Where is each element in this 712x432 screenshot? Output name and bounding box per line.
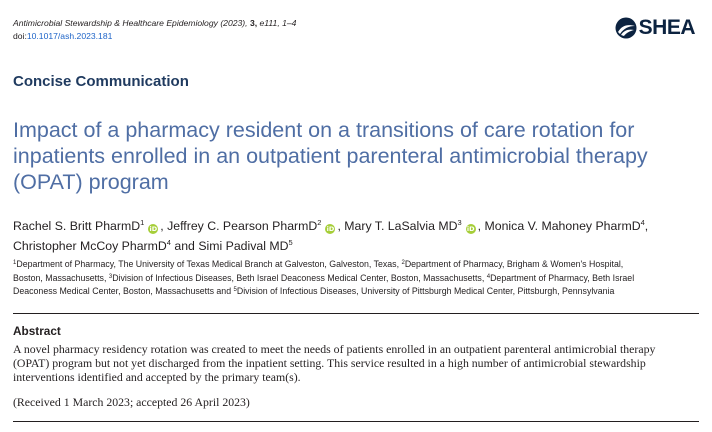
author-line-2: [13, 236, 703, 256]
affil-text: Department of Pharmacy, Beth Israel: [490, 272, 635, 283]
journal-citation: [13, 18, 296, 28]
journal-name: Antimicrobial Stewardship & Healthcare Epidemiology: [13, 18, 218, 28]
author-name: Simi Padival MD: [198, 239, 289, 253]
doi-prefix: doi:: [13, 31, 27, 41]
abstract-line: (OPAT) program but not yet discharged from the inpatient setting. This service resulted in a high number of antimicrobial stewardship: [13, 356, 646, 371]
journal-year: (2023),: [220, 18, 248, 28]
title-line-3: (OPAT) program: [13, 170, 169, 194]
author-affil-sup: 5: [288, 238, 293, 247]
abstract-line: A novel pharmacy residency rotation was created to meet the needs of patients enrolled in an outpatient parenteral antimicrobial therapy: [13, 342, 656, 356]
author-line-1: [13, 216, 703, 236]
author-affil-sup: 2: [317, 218, 322, 227]
article-title: [13, 117, 703, 195]
affiliation-line-1: [13, 258, 703, 272]
author-name: Christopher McCoy PharmD: [13, 239, 167, 253]
shea-logo-text: SHEA: [638, 16, 695, 39]
affil-sup: 3: [108, 273, 113, 280]
affil-sup: 1: [13, 260, 17, 266]
shea-logo: [615, 16, 695, 40]
affil-text: Department of Pharmacy, Brigham & Women's Hospital,: [404, 259, 624, 269]
divider-top: [13, 313, 699, 314]
title-line-1: Impact of a pharmacy resident on a transitions of care rotation for: [13, 118, 635, 142]
affil-sup: 4: [486, 273, 491, 280]
author-list: [13, 216, 703, 256]
orcid-icon[interactable]: iD: [466, 225, 475, 233]
abstract-heading: Abstract: [13, 324, 61, 338]
journal-volume: 3,: [249, 18, 258, 28]
author-sep: ,: [477, 219, 482, 233]
author-sep: ,: [644, 219, 649, 233]
author-name: Jeffrey C. Pearson PharmD: [167, 219, 318, 233]
affiliations: [13, 258, 703, 299]
received-dates: (Received 1 March 2023; accepted 26 April 2023): [13, 395, 250, 409]
abstract-line: interventions identified and accepted by the primary team(s).: [13, 370, 301, 385]
article-type: Concise Communication: [13, 73, 189, 90]
affil-text: Boston, Massachusetts,: [13, 272, 109, 283]
affil-sup: 2: [401, 260, 405, 266]
author-sep: ,: [337, 219, 341, 233]
author-conjunction: and: [174, 239, 195, 253]
affil-text: Division of Infectious Diseases, University of Pittsburgh Medical Center, Pittsburgh, Pennsylvania: [236, 286, 615, 297]
author-name: Rachel S. Britt PharmD: [13, 219, 141, 233]
affil-text: Division of Infectious Diseases, Beth Israel Deaconess Medical Center, Boston, Massachusetts,: [112, 272, 487, 283]
divider-bottom: [13, 421, 699, 422]
affil-sup: 5: [233, 287, 237, 294]
title-line-2: inpatients enrolled in an outpatient parenteral antimicrobial therapy: [13, 144, 648, 168]
doi-line: [13, 31, 112, 41]
orcid-icon[interactable]: iD: [149, 225, 158, 233]
author-name: Mary T. LaSalvia MD: [344, 219, 458, 233]
journal-pages: e111, 1–4: [259, 18, 297, 28]
doi-link[interactable]: 10.1017/ash.2023.181: [26, 31, 113, 41]
affil-text: Department of Pharmacy, The University of Texas Medical Branch at Galveston, Galveston, Texas,: [16, 259, 402, 269]
author-affil-sup: 4: [166, 238, 171, 247]
affiliation-line-3: [13, 285, 703, 299]
author-sep: ,: [160, 219, 164, 233]
affil-text: Deaconess Medical Center, Boston, Massachusetts and: [13, 286, 234, 297]
author-affil-sup: 4: [640, 218, 645, 227]
author-name: Monica V. Mahoney PharmD: [484, 219, 641, 233]
shea-logo-icon: [615, 17, 637, 39]
affiliation-line-2: [13, 272, 703, 286]
abstract-body: [13, 342, 703, 385]
orcid-icon[interactable]: iD: [326, 225, 335, 233]
author-affil-sup: 1: [140, 218, 145, 227]
author-affil-sup: 3: [457, 218, 462, 227]
